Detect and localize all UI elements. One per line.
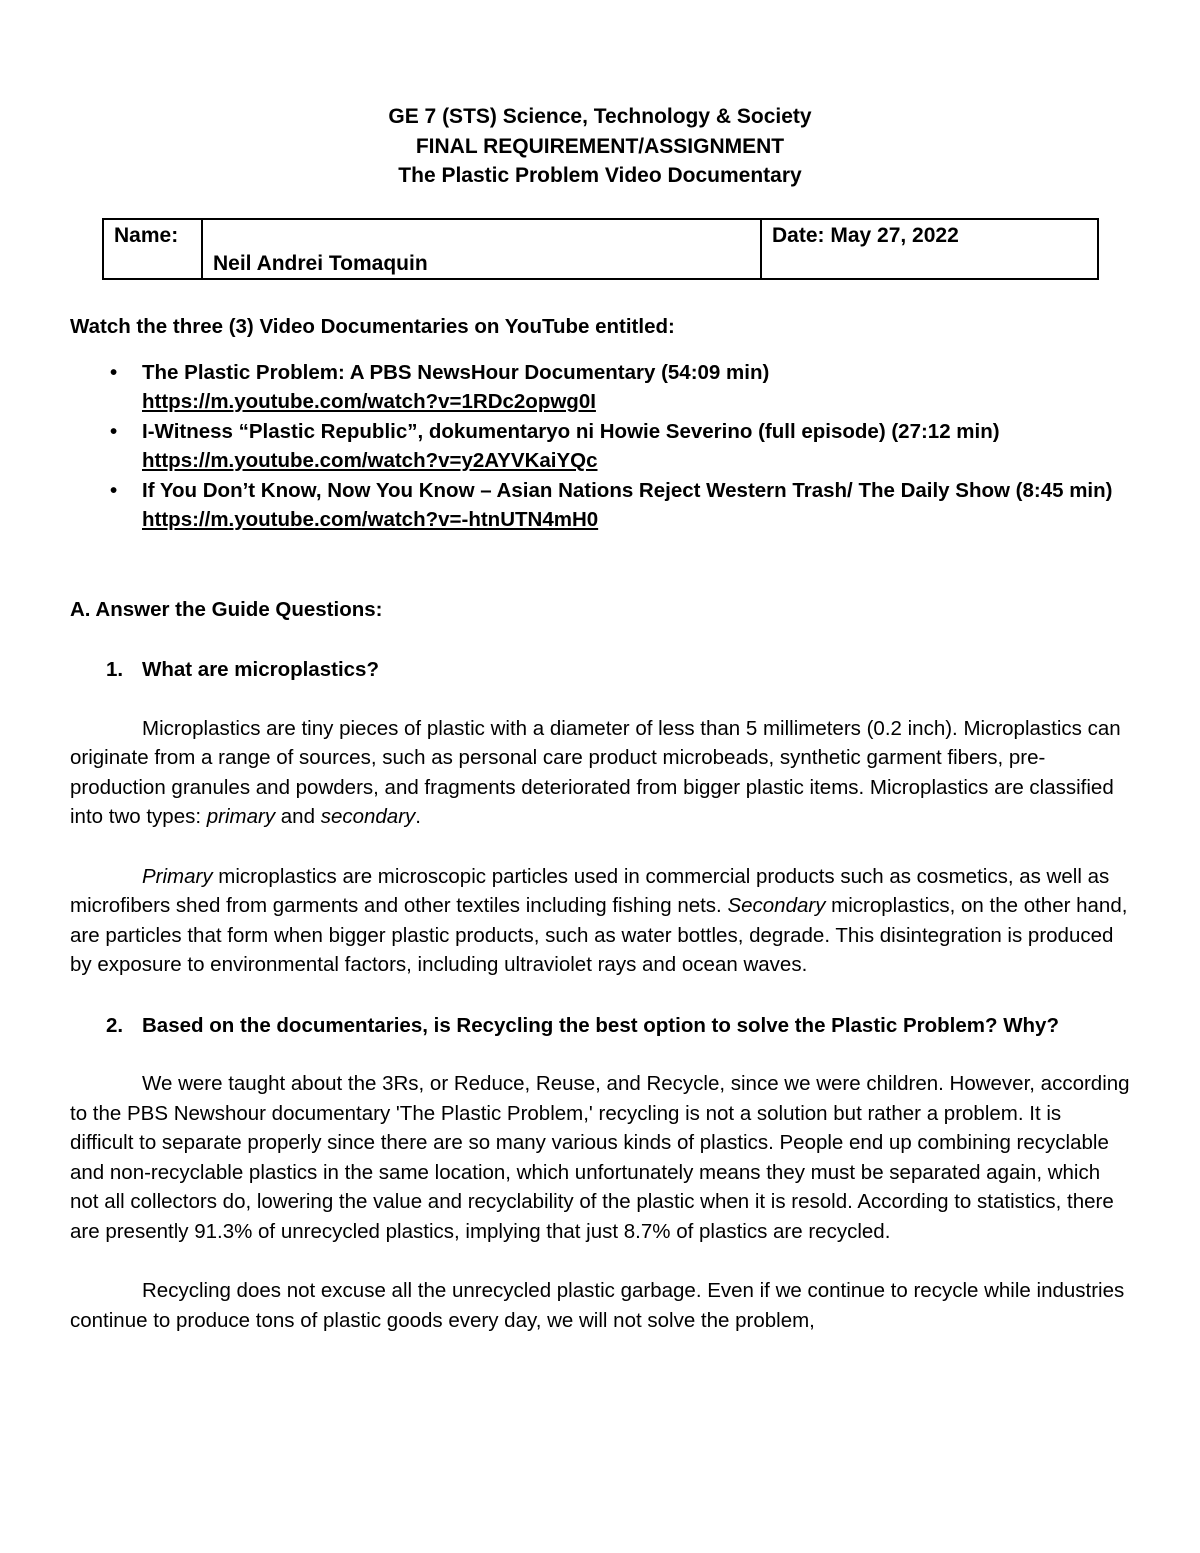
answer-text-italic: primary xyxy=(206,805,276,828)
list-item xyxy=(70,417,1130,476)
section-heading: A. Answer the Guide Questions: xyxy=(70,597,383,621)
list-item xyxy=(70,476,1130,535)
name-value: Neil Andrei Tomaquin xyxy=(213,252,428,275)
list-item xyxy=(70,358,1130,417)
documentary-title: The Plastic Problem Video Documentary xyxy=(398,164,802,187)
documentary-link[interactable]: https://m.youtube.com/watch?v=y2AYVKaiYQc xyxy=(142,449,598,472)
question-2 xyxy=(70,1011,1130,1041)
documentary-link[interactable]: https://m.youtube.com/watch?v=-htnUTN4mH0 xyxy=(142,508,599,531)
question-1 xyxy=(70,655,1130,685)
documentary-item-title: The Plastic Problem: A PBS NewsHour Documentary (54:09 min) xyxy=(142,360,770,384)
instructions: Watch the three (3) Video Documentaries on YouTube entitled: xyxy=(70,315,675,338)
question-text: Based on the documentaries, is Recycling the best option to solve the Plastic Problem? Why? xyxy=(142,1013,1059,1037)
bullet: • xyxy=(110,419,118,443)
question-number: 1. xyxy=(106,658,124,681)
bullet: • xyxy=(110,478,118,502)
answer-text: and xyxy=(275,805,321,828)
bullet: • xyxy=(110,360,118,384)
answer-paragraph xyxy=(70,714,1130,832)
question-number: 2. xyxy=(106,1013,124,1037)
course-title: GE 7 (STS) Science, Technology & Society xyxy=(388,105,812,128)
documentary-item-title: If You Don’t Know, Now You Know – Asian Nations Reject Western Trash/ The Daily Show (8:45 min) xyxy=(142,478,1113,502)
answer-paragraph: Recycling does not excuse all the unrecycled plastic garbage. Even if we continue to recycle while industries continue to produce tons of plastic goods every day, we will not solve the problem, xyxy=(70,1279,1125,1332)
name-cell xyxy=(202,219,761,279)
documentary-list xyxy=(70,358,1130,535)
date-cell: Date: May 27, 2022 xyxy=(761,219,1098,279)
name-label: Name: xyxy=(103,219,202,279)
documentary-item-title: I-Witness “Plastic Republic”, dokumentaryo ni Howie Severino (full episode) (27:12 min) xyxy=(142,419,1000,443)
question-text: What are microplastics? xyxy=(142,658,379,681)
answer-text: . xyxy=(415,805,421,828)
assignment-title: FINAL REQUIREMENT/ASSIGNMENT xyxy=(415,134,785,158)
answer-text-italic: secondary xyxy=(320,805,416,828)
answer-text-italic: Secondary xyxy=(727,894,826,917)
answer-text: microplastics, on the other hand, are particles that form when bigger plastic products, such as water bottles, degrade. This disintegration is produced by exposure to environmental factors, including ultraviolet rays and ocean waves. xyxy=(70,894,1128,976)
answer-text: microplastics are microscopic particles used in commercial products such as cosmetics, as well as microfibers shed from garments and other textiles including fishing nets. xyxy=(70,864,1110,917)
answer-paragraph xyxy=(70,862,1130,980)
documentary-link[interactable]: https://m.youtube.com/watch?v=1RDc2opwg0I xyxy=(142,390,596,413)
answer-paragraph: We were taught about the 3Rs, or Reduce, Reuse, and Recycle, since we were children. However, according to the PBS Newshour documentary 'The Plastic Problem,' recycling is not a solution but rather a problem. It is difficult to separate properly since there are so many various kinds of plastics. People end up combining recyclable and non-recyclable plastics in the same location, which unfortunately means they must be separated again, which not all collectors do, lowering the value and recyclability of the plastic when it is resold. According to statistics, there are presently 91.3% of unrecycled plastics, implying that just 8.7% of plastics are recycled. xyxy=(70,1072,1130,1243)
answer-text: Microplastics are tiny pieces of plastic with a diameter of less than 5 millimeters (0.2 inch). Microplastics can originate from a range of sources, such as personal care product microbeads, synthetic garment fibers, pre-production granules and powders, and fragments deteriorated from bigger plastic items. Microplastics are classified into two types: xyxy=(70,716,1121,828)
student-info-table xyxy=(102,218,1099,280)
document-body xyxy=(70,312,1130,1335)
answer-text-italic: Primary xyxy=(142,864,213,888)
document-header xyxy=(0,102,1200,191)
